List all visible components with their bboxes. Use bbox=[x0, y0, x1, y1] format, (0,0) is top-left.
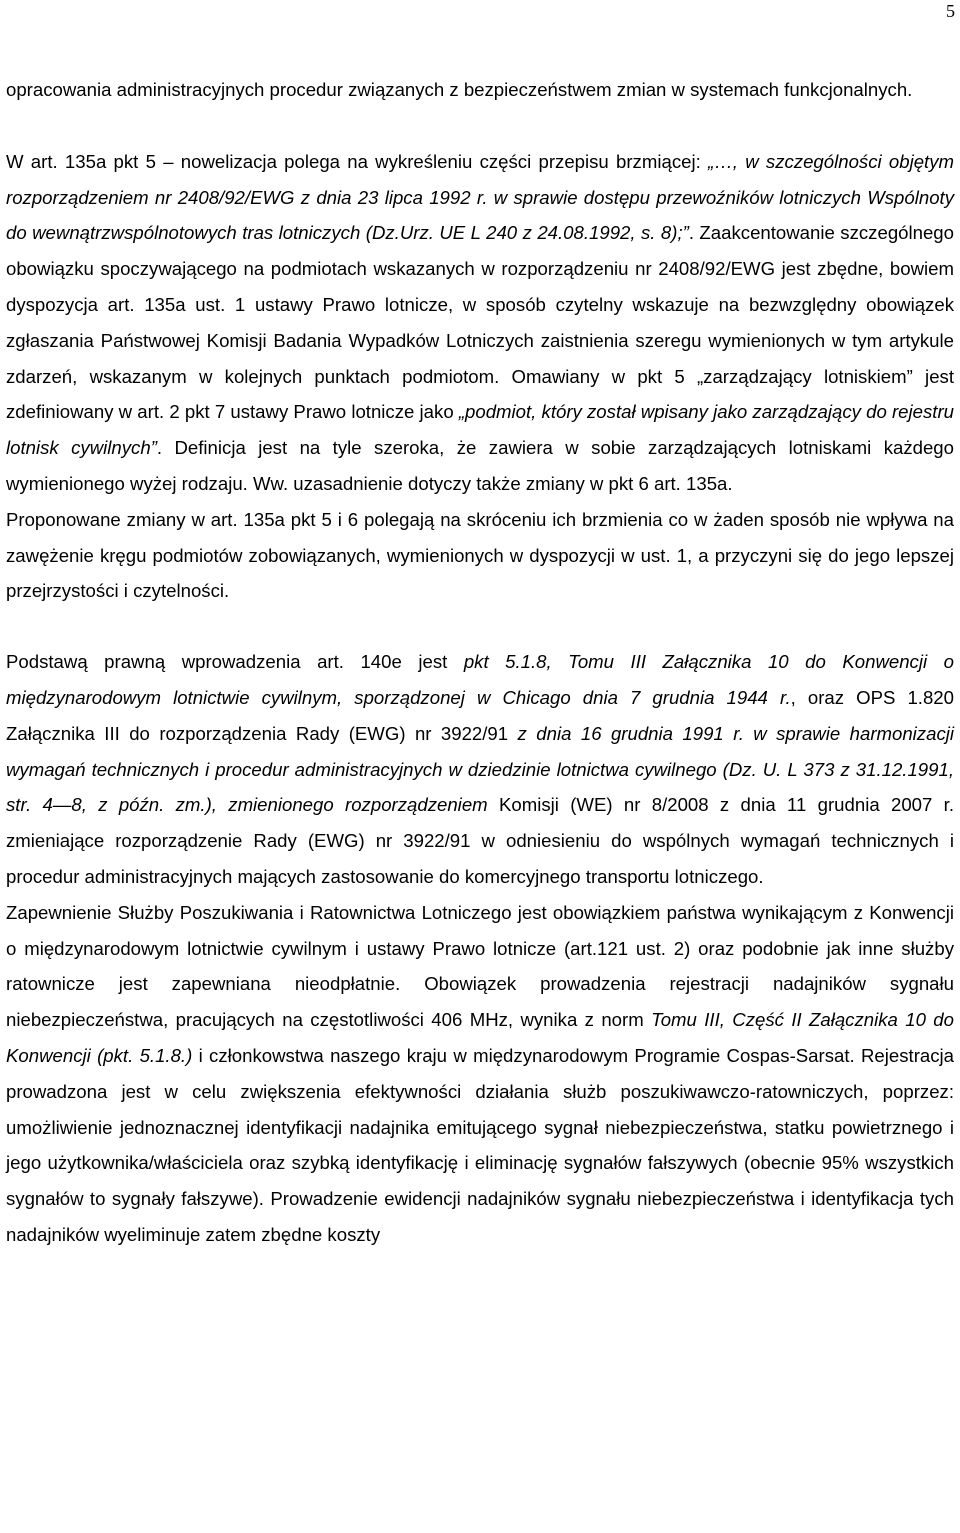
text-segment: , oraz OPS 1.820 Załącznika III do rozporządzenia Rady (EWG) nr 3922/91 bbox=[6, 686, 954, 744]
italic-text-segment: Tomu III, Część II Załącznika 10 do Konwencji (pkt. 5.1.8.) bbox=[6, 1009, 954, 1066]
paragraph-functional-systems bbox=[6, 72, 954, 108]
paragraph-spacer bbox=[6, 108, 954, 144]
italic-text-segment: „…, w szczególności objętym rozporządzeniem nr 2408/92/EWG z dnia 23 lipca 1992 r. w sprawie dostępu przewoźników lotniczych Wspólnoty do wewnątrzwspólnotowych tras lotniczych (Dz.Urz. UE L 240 z 24.08.1992, s. 8);” bbox=[6, 150, 955, 244]
italic-text-segment: z dnia 16 grudnia 1991 r. w sprawie harmonizacji wymagań technicznych i procedur administracyjnych w dziedzinie lotnictwa cywilnego (Dz. U. L 373 z 31.12.1991, str. 4—8, z późn. zm.), zmienionego rozporządzeniem bbox=[6, 722, 955, 816]
text-segment: Podstawą prawną wprowadzenia art. 140e jest bbox=[6, 651, 464, 673]
paragraph-legal-basis-art-140e bbox=[6, 644, 954, 895]
paragraph-search-and-rescue bbox=[6, 895, 954, 1253]
text-segment: i członkowstwa naszego kraju w międzynarodowym Programie Cospas-Sarsat. Rejestracja prowadzona jest w celu zwiększenia efektywności działania służb poszukiwawczo-ratowniczych, poprzez: umożliwienie jednoznacznej identyfikacji nadajnika emitującego sygnał niebezpieczeństwa, statku powietrznego i jego użytkownika/właściciela oraz szybką identyfikację i eliminację sygnałów fałszywych (obecnie 95% wszystkich sygnałów to sygnały fałszywe). Prowadzenie ewidencji nadajników sygnału niebezpieczeństwa i identyfikacja tych nadajników wyeliminuje zatem zbędne koszty bbox=[6, 1044, 954, 1245]
text-segment: Zapewnienie Służby Poszukiwania i Ratownictwa Lotniczego jest obowiązkiem państwa wynikającym z Konwencji o międzynarodowym lotnictwie cywilnym i ustawy Prawo lotnicze (art.121 ust. 2) oraz podobnie jak inne służby ratownicze jest zapewniana nieodpłatnie. Obowiązek prowadzenia rejestracji nadajników sygnału niebezpieczeństwa, pracujących na częstotliwości 406 MHz, wynika z norm bbox=[6, 901, 954, 1031]
italic-text-segment: „podmiot, który został wpisany jako zarządzający do rejestru lotnisk cywilnych” bbox=[6, 401, 954, 459]
text-segment: . Definicja jest na tyle szeroka, że zawiera w sobie zarządzających lotniskami każdego wymienionego wyżej rodzaju. Ww. uzasadnienie dotyczy także zmiany w pkt 6 art. 135a. bbox=[6, 437, 954, 494]
text-segment: W art. 135a pkt 5 – nowelizacja polega na wykreśleniu części przepisu brzmiącej: bbox=[6, 150, 709, 172]
italic-text-segment: pkt 5.1.8, Tomu III Załącznika 10 do Konwencji o międzynarodowym lotnictwie cywilnym, sporządzonej w Chicago dnia 7 grudnia 1944 r. bbox=[6, 651, 954, 708]
text-segment: Proponowane zmiany w art. 135a pkt 5 i 6 polegają na skróceniu ich brzmienia co w żaden sposób nie wpływa na zawężenie kręgu podmiotów zobowiązanych, wymienionych w dyspozycji w ust. 1, a przyczyni się do jego lepszej przejrzystości i czytelności. bbox=[6, 508, 954, 602]
paragraph-proposed-changes bbox=[6, 502, 954, 609]
text-segment: . Zaakcentowanie szczególnego obowiązku spoczywającego na podmiotach wskazanych w rozporządzeniu nr 2408/92/EWG jest zbędne, bowiem dyspozycja art. 135a ust. 1 ustawy Prawo lotnicze, w sposób czytelny wskazuje na bezwzględny obowiązek zgłaszania Państwowej Komisji Badania Wypadków Lotniczych zaistnienia szeregu wymienionych w tym artykule zdarzeń, wskazanym w kolejnych punktach podmiotom. Omawiany w pkt 5 „zarządzający lotniskiem” jest zdefiniowany w art. 2 pkt 7 ustawy Prawo lotnicze jako bbox=[6, 222, 954, 423]
text-segment: Komisji (WE) nr 8/2008 z dnia 11 grudnia 2007 r. zmieniające rozporządzenie Rady (EWG) nr 3922/91 w odniesieniu do wspólnych wymagań technicznych i procedur administracyjnych mających zastosowanie do komercyjnego transportu lotniczego. bbox=[6, 794, 955, 887]
document-body bbox=[6, 72, 954, 1253]
paragraph-art-135a-pkt-5 bbox=[6, 144, 954, 502]
page-number: 5 bbox=[946, 1, 955, 21]
text-segment: opracowania administracyjnych procedur związanych z bezpieczeństwem zmian w systemach funkcjonalnych. bbox=[6, 79, 913, 100]
paragraph-spacer bbox=[6, 609, 954, 644]
